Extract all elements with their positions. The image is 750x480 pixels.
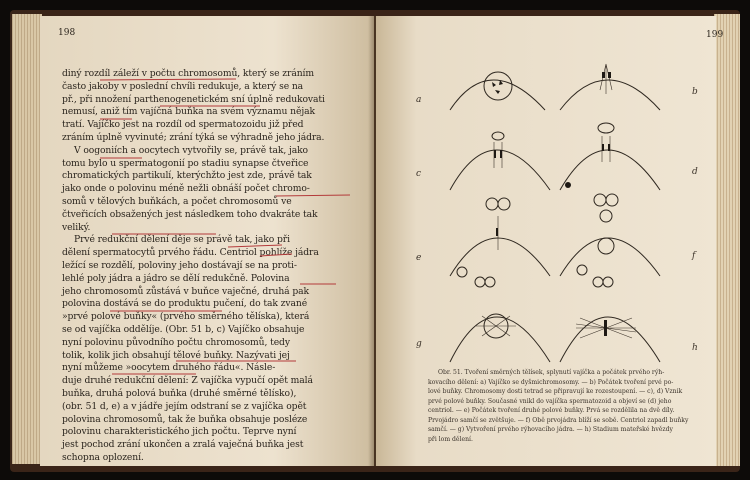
caption-line: prvé polové buňky. Současné vnikl do vajíčka spermatozoid a objeví se (d) jeho [428, 397, 672, 405]
caption-line: samčí. — g) Vytvoření prvého rýhovacího jádra. — h) Stadium mateřské hvězdy [428, 426, 673, 433]
text-line: tomu bylo u spermatogonií po stadiu synapse čtveřice [62, 157, 309, 169]
caption-line: Prvojádro samčí se zvětšuje. — f) Obě prvojádra blíží se sobě. Centriol zapadl buňky [428, 416, 689, 424]
text-line: schopna oplození. [62, 451, 144, 463]
figure-panel-b [560, 64, 698, 110]
text-line: polovina dostává se do produktu pučení, do tak zvané [62, 298, 308, 310]
figure-51 [410, 50, 710, 368]
text-line: duje druhé redukční dělení: Z vajíčka vypučí opět malá [62, 375, 313, 387]
text-line: jeho chromosomů zůstává v buňce vaječné, druhá pak [62, 285, 309, 297]
figure-panel-e [416, 198, 550, 277]
figure-label-c: c [416, 169, 422, 179]
left-page-number: 198 [58, 28, 76, 38]
text-line: čtveřicích obsažených jest následkem toho dvakráte tak [62, 208, 318, 220]
figure-label-b: b [692, 87, 698, 97]
text-line: »prvé polové buňky« (prvého směrného tělíska), která [62, 311, 310, 323]
figure-label-a: a [416, 95, 422, 105]
text-line: tratí. Vajíčko jest na rozdíl od spermatozoidu již před [62, 119, 304, 131]
text-line: nyní polovinu původního počtu chromosomů, tedy [62, 336, 290, 348]
text-line: polovina chromosomů, tak že buňka obsahuje posléze [62, 413, 308, 425]
caption-line: Obr. 51. Tvoření směrných tělísek, splynutí vajíčka a počátek prvého rýh- [438, 369, 665, 376]
caption-line: centriol. — e) Počátek tvoření druhé polové buňky. Prvá se rozdělila na dvě díly. [428, 407, 675, 414]
text-line: jest pochod zrání ukončen a zralá vaječná buňka jest [62, 439, 304, 451]
figure-label-g: g [416, 339, 422, 349]
text-line: dělení spermatocytů prvého řádu. Centriol pohlíže jádra [62, 247, 319, 259]
figure-panel-g [416, 277, 550, 362]
text-line: př., při nnožení parthenogenetickém sní úplně redukovati [62, 93, 325, 105]
figure-label-d: d [692, 167, 698, 177]
figure-label-f: f [692, 251, 696, 261]
caption-line: kovacího dělení: a) Vajíčko se dyšmichromosomy. — b) Počátek tvoření prvé po- [428, 378, 674, 386]
text-line: (obr. 51 d, e) a v jádře jejím odstraní se z vajíčka opět [62, 400, 307, 412]
figure-label-h: h [692, 343, 698, 353]
caption-line: lové buňky. Chromosomy dosti tetrad se připravují ke rozestoupení. — c), d) Vznik [428, 388, 683, 395]
text-line: polovinu charakteristického jich počtu. Teprve nyní [62, 426, 297, 438]
text-line: somů v tělových buňkách, a počet chromosomů ve [62, 195, 292, 207]
text-line: tolik, kolik jich obsahují tělové buňky. Nazývati jej [62, 349, 290, 361]
page-edges-right [714, 14, 740, 466]
text-line: veliký. [62, 221, 91, 233]
figure-panel-d [560, 123, 698, 190]
text-line: se od vajíčka oddělíje. (Obr. 51 b, c) Vajíčko obsahuje [62, 323, 305, 335]
text-line: často jakoby v poslední chvíli redukuje, a který se na [62, 80, 304, 92]
left-page-text [62, 68, 352, 465]
text-line: nyní můžeme »oocytem druhého řádu«. Násle- [62, 362, 276, 374]
text-line: chromatických partikulí, kterýchžto jest zde, právě tak [62, 170, 312, 182]
text-line: zráním úplně vyvinuté; zrání týká se výhradně jeho jádra. [62, 131, 325, 143]
figure-caption [428, 368, 689, 444]
figure-panel-c [416, 132, 550, 190]
text-line: jako onde o polovinu méně nežli obnáší počet chromo- [62, 183, 310, 195]
right-page-number: 199 [706, 30, 724, 40]
text-line: ležící se rozdělí, poloviny jeho dostávají se na proti- [62, 259, 297, 271]
figure-panel-f [560, 194, 697, 276]
caption-line: při lom dělení. [428, 435, 473, 443]
text-line: diný rozdíl záleží v počtu chromosomů, který se zráním [62, 68, 314, 79]
figure-panel-h [560, 277, 698, 362]
text-line: buňka, druhá polová buňka (druhé směrné tělísko), [62, 387, 297, 399]
text-line: lehlé poly jádra a jádro se dělí redukčně. Polovina [62, 272, 290, 284]
text-line: nemusí, aniž tím vajíčná buňka na svém významu nějak [62, 106, 315, 118]
text-line: V oogoniích a oocytech vytvořily se, právě tak, jako [74, 144, 308, 156]
figure-label-e: e [416, 253, 422, 263]
page-edges-left [12, 14, 42, 464]
text-line: Prvé redukční dělení děje se právě tak, jako při [74, 234, 290, 246]
figure-panel-a [416, 72, 545, 110]
